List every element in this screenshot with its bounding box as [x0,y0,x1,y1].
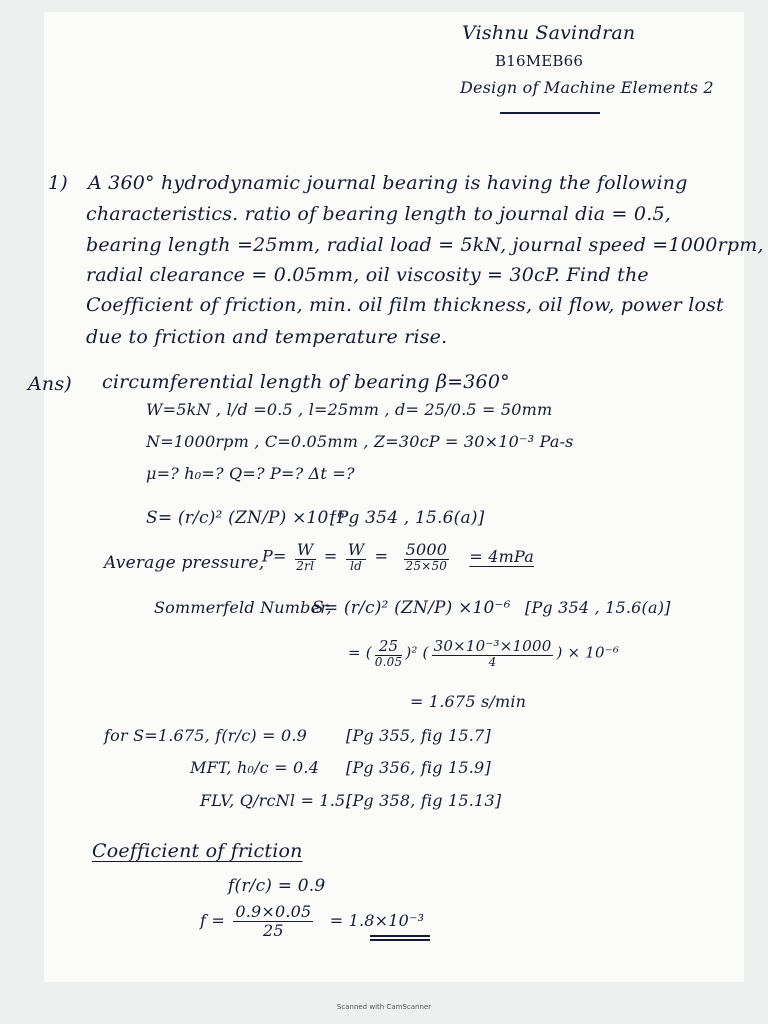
sommerfeld-substitution: = ( $\frac{25}{0.05}$ )² ( $\frac{\text{30×10⁻³×1000}}{4}$ ) × 10⁻⁶ [348,637,620,669]
lookup-reference: [Pg 355, fig 15.7] [346,726,491,745]
fraction-denominator: 2rl [296,558,315,573]
given-line: N=1000rpm , C=0.05mm , Z=30cP = 30×10⁻³ Pa-s [146,432,574,451]
sommerfeld-label: Sommerfeld Number, [154,598,332,617]
result-double-underline [370,935,430,937]
fraction-numerator: 5000 [405,540,448,559]
question-line: A 360° hydrodynamic journal bearing is having the following [88,172,688,194]
question-line: bearing length =25mm, radial load = 5kN, journal speed =1000rpm, [86,234,764,256]
fraction-numerator: 30×10⁻³×1000 [433,637,552,655]
given-line: W=5kN , l/d =0.5 , l=25mm , d= 25/0.5 = 50mm [146,400,553,419]
result-double-underline [370,939,430,941]
question-line: Coefficient of friction, min. oil film thickness, oil flow, power lost [86,294,724,316]
roll-number: B16MEB66 [495,52,584,70]
pressure-result: = 4mPa [469,546,535,566]
answer-title: circumferential length of bearing β=360° [102,371,510,393]
answer-label: Ans) [28,373,72,395]
fraction-denominator: 0.05 [374,654,403,669]
question-line: radial clearance = 0.05mm, oil viscosity = 30cP. Find the [86,264,649,286]
given-line: μ=? h₀=? Q=? P=? Δt =? [146,464,355,483]
student-name: Vishnu Savindran [462,22,636,44]
lookup-line: MFT, h₀/c = 0.4 [190,758,320,777]
fraction-numerator: W [296,540,314,559]
friction-heading: Coefficient of friction [92,840,303,862]
formula-reference: [Pg 354 , 15.6(a)] [330,508,485,528]
sommerfeld-expression: S= (r/c)² (ZN/P) ×10⁻⁶ [312,598,511,618]
sommerfeld-formula: S= (r/c)² (ZN/P) ×10⁻⁶ [146,508,345,528]
notebook-page [44,12,744,982]
friction-symbol: f = [200,911,226,930]
fraction-numerator: 0.9×0.05 [235,902,312,921]
lookup-line: for S=1.675, f(r/c) = 0.9 [104,726,308,745]
fraction-denominator: 25×50 [405,558,448,573]
pressure-label: Average pressure, [104,553,265,573]
friction-result: = 1.8×10⁻³ [329,911,425,930]
fraction-numerator: W [347,540,365,559]
scanner-watermark: Scanned with CamScanner [336,1003,432,1011]
friction-ratio: f(r/c) = 0.9 [228,876,326,896]
pressure-equation: P= $\frac{W}{2rl}$ = $\frac{W}{ld}$ = $\frac{5000}{25\times 50}$ = 4mPa [262,540,535,573]
pressure-symbol: P= [262,546,287,566]
question-line: due to friction and temperature rise. [86,326,448,348]
fraction-denominator: ld [350,558,362,573]
sommerfeld-result: = 1.675 s/min [410,692,527,711]
course-title: Design of Machine Elements 2 [460,78,714,97]
header-underline [500,112,600,114]
lookup-reference: [Pg 356, fig 15.9] [346,758,491,777]
fraction-denominator: 25 [262,920,284,940]
question-number: 1) [48,172,68,194]
question-line: characteristics. ratio of bearing length to journal dia = 0.5, [86,203,671,225]
sommerfeld-reference: [Pg 354 , 15.6(a)] [525,598,671,617]
lookup-line: FLV, Q/rcNl = 1.5, [200,791,351,810]
exponent-factor: × 10⁻⁶ [567,643,620,662]
fraction-denominator: 4 [488,654,497,669]
lookup-reference: [Pg 358, fig 15.13] [346,791,502,810]
fraction-numerator: 25 [375,638,403,656]
